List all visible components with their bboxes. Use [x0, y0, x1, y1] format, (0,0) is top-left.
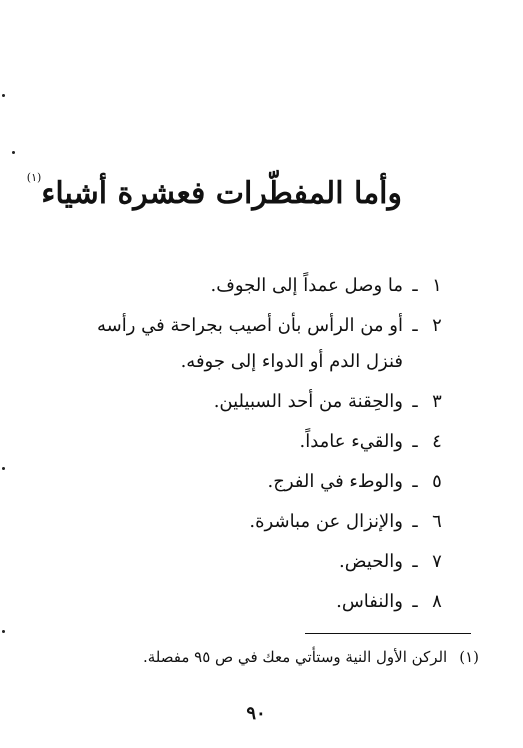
item-text: والوطء في الفرج. — [267, 471, 403, 492]
item-number: ٣ — [432, 391, 442, 412]
item-dash: ـ — [412, 431, 418, 452]
list-item — [75, 544, 447, 580]
list-item — [75, 584, 447, 620]
page-number: ٩٠ — [246, 703, 266, 724]
list-item — [75, 384, 447, 420]
item-number: ١ — [432, 275, 442, 296]
list-item — [75, 504, 447, 540]
item-dash: ـ — [412, 391, 418, 412]
item-number: ٧ — [432, 551, 442, 572]
item-dash: ـ — [412, 315, 418, 336]
list-item — [75, 308, 447, 380]
item-number: ٢ — [432, 315, 442, 336]
item-number: ٥ — [432, 471, 442, 492]
item-number: ٤ — [432, 431, 442, 452]
scan-speck — [2, 94, 5, 97]
item-dash: ـ — [412, 551, 418, 572]
footnote-text: الركن الأول النية وستأتي معك في ص ٩٥ مفصلة. — [142, 648, 448, 666]
item-dash: ـ — [412, 471, 418, 492]
item-text: ما وصل عمداً إلى الجوف. — [210, 275, 403, 296]
scan-speck — [2, 630, 5, 633]
item-text: والحيض. — [338, 551, 403, 572]
item-text: والقيء عامداً. — [299, 431, 403, 452]
item-dash: ـ — [412, 591, 418, 612]
item-dash: ـ — [412, 511, 418, 532]
footnote — [59, 644, 479, 670]
item-text: والإنزال عن مباشرة. — [249, 511, 403, 532]
section-heading — [26, 152, 402, 220]
numbered-list — [75, 268, 447, 624]
item-text: أو من الرأس بأن أصيب بجراحة في رأسه فنزل الدم أو الدواء إلى جوفه. — [97, 315, 403, 372]
scan-speck — [2, 467, 5, 470]
section-heading-text: وأما المفطّرات فعشرة أشياء — [41, 176, 402, 211]
item-dash: ـ — [412, 275, 418, 296]
item-number: ٨ — [432, 591, 442, 612]
item-number: ٦ — [432, 511, 442, 532]
item-text: والنفاس. — [336, 591, 403, 612]
list-item — [75, 268, 447, 304]
footnote-separator — [305, 633, 471, 634]
list-item — [75, 464, 447, 500]
footnote-reference: (١) — [26, 171, 42, 184]
scan-speck — [12, 151, 15, 154]
list-item — [75, 424, 447, 460]
item-text: والحِقنة من أحد السبيلين. — [213, 391, 403, 412]
footnote-marker: (١) — [459, 648, 479, 666]
